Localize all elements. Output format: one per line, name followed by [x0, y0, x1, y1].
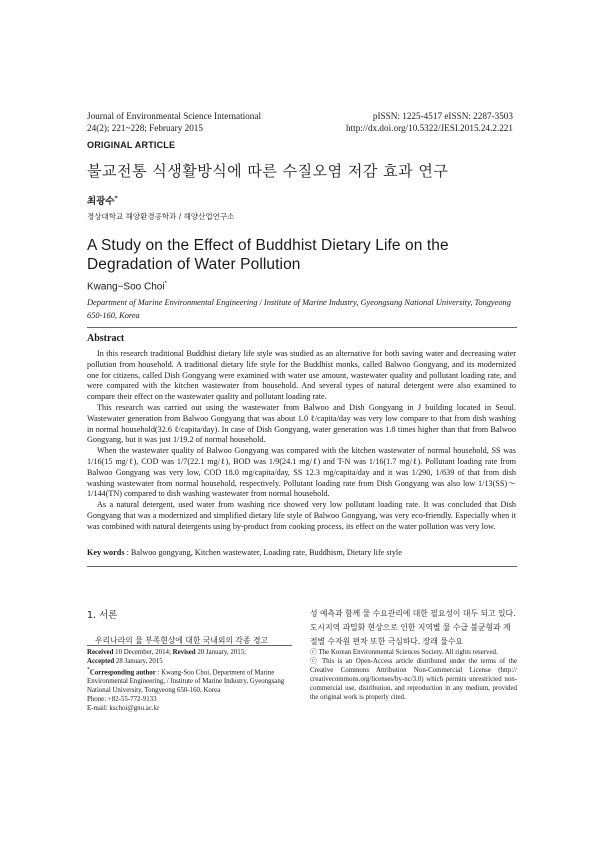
issn: pISSN: 1225-4517 eISSN: 2287-3503 — [372, 111, 513, 121]
phone: Phone: +82-55-772-9133 — [87, 696, 157, 704]
abstract-heading: Abstract — [87, 333, 125, 344]
corresponding-author-text: : Kwang-Soo Choi, Department of Marine Environmental Engineering, / Institute of Marine Industry, Gyeongsang National University, Tongyeong 650-160, Korea — [87, 669, 285, 695]
abstract-paragraph: When the wastewater quality of Balwoo Gongyang was compared with the kitchen wastewater of normal household, SS was 1/16(15 mg/ℓ), COD was 1/7(22.1 mg/ℓ), BOD was 1/9(24.1 mg/ℓ) and T-N was 1/16(1.7 mg/ℓ). Pollutant loading rate from Balwoo Gongyang was very low, COD 18.0 mg/capita/day, SS 12.3 mg/capita/day and it was 1/290, 1/639 of that from dish washing wastewater from normal household, respectively. Pollutant loading rate from Dish Gongyang was also low 1/13(SS)～1/144(TN) compared to dish washing wastewater from normal household. — [87, 446, 516, 499]
doi-link[interactable]: http://dx.doi.org/10.5322/JESI.2015.24.2.221 — [346, 123, 513, 133]
email[interactable]: E-mail: kschoi@gnu.ac.kr — [87, 705, 160, 713]
revised-date: 20 January, 2015; — [195, 649, 247, 656]
title-english: A Study on the Effect of Buddhist Dietary Life on the Degradation of Water Pollution — [87, 237, 449, 273]
journal-header-left — [87, 110, 261, 134]
author-korean — [87, 193, 118, 207]
abstract-body — [87, 349, 516, 533]
keywords — [87, 548, 517, 557]
divider-top — [87, 327, 517, 328]
footnote-license — [310, 648, 517, 702]
received-date: 10 December, 2014; — [113, 649, 173, 656]
accepted-date: 28 January, 2015 — [114, 658, 163, 665]
divider-bottom — [87, 566, 517, 567]
title-korean: 불교전통 식생활방식에 따른 수질오염 저감 효과 연구 — [87, 162, 449, 180]
accepted-line — [87, 657, 302, 666]
keywords-label: Key words — [87, 548, 125, 557]
license-notice: ⓒ This is an Open-Access article distributed under the terms of the Creative Commons Attribution Non-Commercial License (http:// creativecommons.org/licenses/by-nc/3.0) which permits unrestricted non-commercial use, distribution, and reproduction in any medium, provided the original work is properly cited. — [310, 658, 517, 701]
corresponding-author-info — [87, 666, 302, 695]
footnote-divider — [87, 645, 292, 646]
author-korean-name: 최광수 — [87, 196, 115, 207]
corresponding-mark: * — [114, 194, 118, 202]
corresponding-mark-en: * — [164, 281, 167, 287]
footnote-article-info — [87, 648, 302, 713]
introduction-text-left: 우리나라의 물 부족현상에 대한 국내외의 각종 경고 — [95, 636, 269, 645]
keywords-text: Balwoo gongyang, Kitchen wastewater, Loading rate, Buddhism, Dietary life style — [130, 548, 402, 557]
abstract-paragraph: This research was carried out using the wastewater from Balwoo and Dish Gongyang in J building located in Seoul. Wastewater generation from Balwoo Gongyang that was about 1.0 ℓ/capita/day was very low compare to that from dish washing in normal household(32.6 ℓ/capita/day). In case of Dish Gongyang, water generation was 1.8 times higher than that from Balwoo Gongyang, but it was just 1/19.2 of normal household. — [87, 402, 516, 445]
affiliation-english: Department of Marine Environmental Engineering / Institute of Marine Industry, Gyeongsang National University, Tongyeong 650-160, Korea — [87, 298, 511, 320]
journal-header-right — [346, 110, 513, 134]
abstract-paragraph: As a natural detergent, used water from washing rice showed very low pollutant loading rate. It was concluded that Dish Gongyang that was a modernized and simplified dietary life style of Balwoo Gongyang, was very eco-friendly. Especially when it was combined with natural detergents using by-product from cooking process, its effect on the water pollution was very low. — [87, 500, 516, 531]
journal-name: Journal of Environmental Science International — [87, 111, 261, 121]
received-revised-line — [87, 648, 302, 657]
affiliation-korean: 경상대학교 해양환경공학과 / 해양산업연구소 — [87, 212, 235, 221]
author-english — [87, 281, 167, 292]
corresponding-mark-footnote: * — [87, 667, 90, 673]
copyright-notice: ⓒ The Korean Environmental Sciences Society. All rights reserved. — [310, 649, 498, 656]
revised-label: Revised — [172, 649, 196, 656]
journal-issue: 24(2); 221~228; February 2015 — [87, 123, 203, 133]
section-heading-introduction: 1. 서론 — [87, 610, 118, 621]
keywords-separator: : — [124, 548, 131, 557]
corresponding-author-label: Corresponding author — [89, 669, 156, 677]
abstract-paragraph: In this research traditional Buddhist dietary life style was studied as an alternative for both saving water and decreasing water pollution from household. A traditional dietary life style for the Buddhist monks, called Balwoo Gongyang, and its modernized one for citizens, called Dish Gongyang were examined with water use amount, wastewater quality and pollutant loading rate, and were compared with the kitchen wastewater from household. And several types of natural detergent were also examined to compare their effect on the wastewater quality and pollutant loading rate. — [87, 349, 516, 402]
article-type: ORIGINAL ARTICLE — [87, 140, 176, 150]
received-label: Received — [87, 649, 114, 656]
accepted-label: Accepted — [87, 658, 115, 665]
introduction-text-right: 성 예측과 함께 물 수요관리에 대한 필요성이 대두 되고 있다. 도시지역 과밀화 현상으로 인한 지역별 물 수급 불균형과 계절별 수자원 편차 또한 극심하다. 장래 물수요 — [310, 609, 516, 646]
author-english-name: Kwang−Soo Choi — [87, 281, 165, 293]
